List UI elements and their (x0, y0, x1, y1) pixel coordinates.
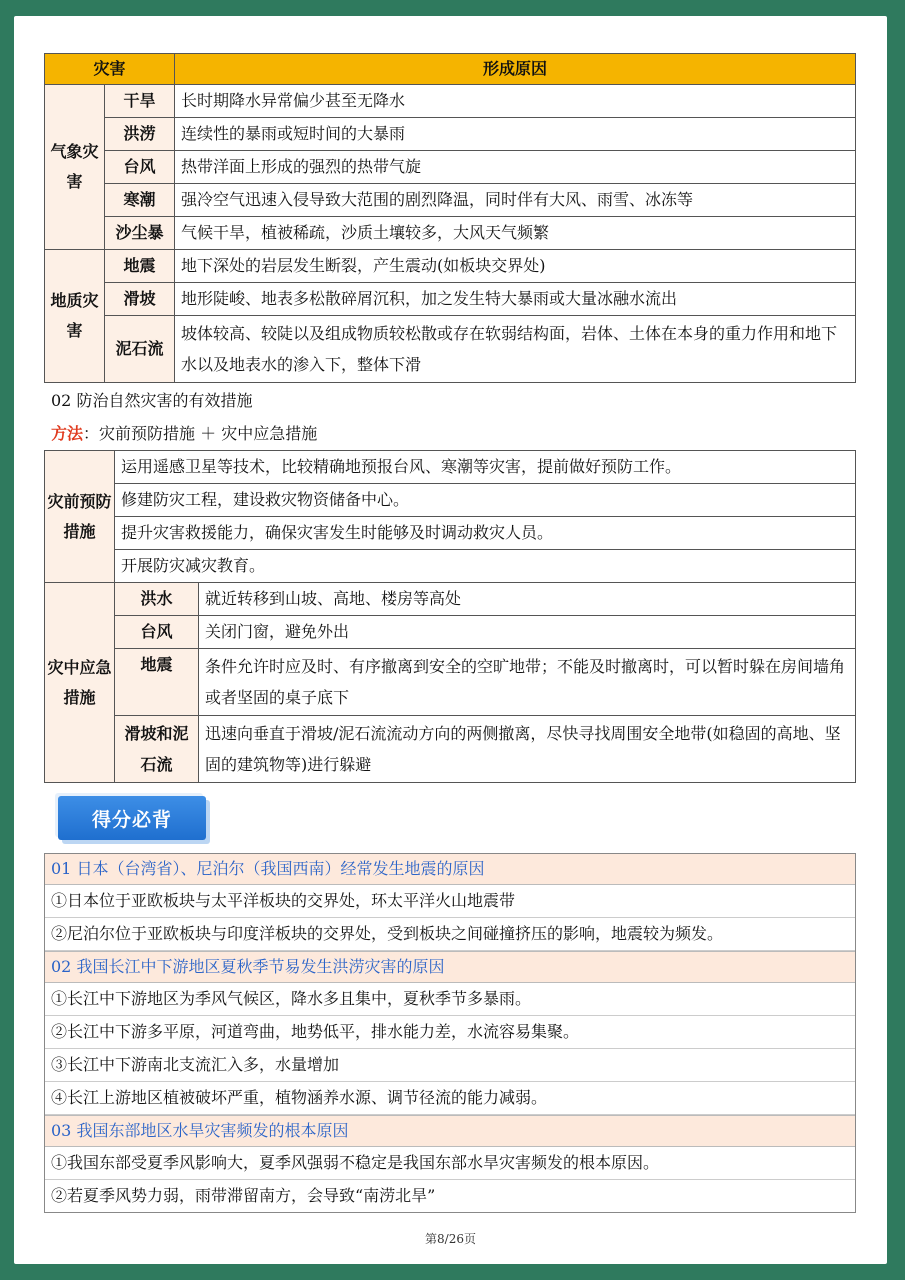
key-points-box (44, 853, 856, 1213)
answer-line: ③长江中下游南北支流汇入多，水量增加 (45, 1049, 855, 1082)
disaster-name: 洪涝 (105, 118, 175, 151)
section-badge: 得分必背 (58, 796, 206, 840)
answer-line: ①日本位于亚欧板块与太平洋板块的交界处，环太平洋火山地震带 (45, 885, 855, 918)
table-row (45, 283, 856, 316)
disaster-desc: 坡体较高、较陡以及组成物质较松散或存在软弱结构面，岩体、土体在本身的重力作用和地下水以及地表水的渗入下，整体下滑 (175, 316, 856, 383)
table-header-row (45, 54, 856, 85)
table-row (45, 151, 856, 184)
measures-table (44, 450, 856, 783)
disaster-desc: 地形陡峻、地表多松散碎屑沉积，加之发生特大暴雨或大量冰融水流出 (175, 283, 856, 316)
disaster-name: 地震 (115, 649, 199, 716)
measure-item: 开展防灾减灾教育。 (115, 550, 856, 583)
table-row (45, 85, 856, 118)
measure-item: 运用遥感卫星等技术，比较精确地预报台风、寒潮等灾害，提前做好预防工作。 (115, 451, 856, 484)
disaster-desc: 长时期降水异常偏少甚至无降水 (175, 85, 856, 118)
table-row (45, 550, 856, 583)
method-label: 方法 (51, 424, 84, 443)
measure-item: 提升灾害救援能力，确保灾害发生时能够及时调动救灾人员。 (115, 517, 856, 550)
answer-line: ②长江中下游多平原，河道弯曲，地势低平，排水能力差，水流容易集聚。 (45, 1016, 855, 1049)
table-row (45, 484, 856, 517)
table-row (45, 184, 856, 217)
table-row (45, 716, 856, 783)
measure-desc: 条件允许时应及时、有序撤离到安全的空旷地带；不能及时撤离时，可以暂时躲在房间墙角或者坚固的桌子底下 (199, 649, 856, 716)
answer-line: ④长江上游地区植被破坏严重，植物涵养水源、调节径流的能力减弱。 (45, 1082, 855, 1115)
table-row (45, 649, 856, 716)
table-row (45, 583, 856, 616)
method-text: ：灾前预防措施 ＋ 灾中应急措施 (83, 424, 318, 443)
table-row (45, 250, 856, 283)
measure-desc: 就近转移到山坡、高地、楼房等高处 (199, 583, 856, 616)
question-title: 03 我国东部地区水旱灾害频发的根本原因 (45, 1115, 855, 1147)
disaster-name: 地震 (105, 250, 175, 283)
disaster-name: 台风 (115, 616, 199, 649)
measure-desc: 关闭门窗，避免外出 (199, 616, 856, 649)
disaster-desc: 地下深处的岩层发生断裂，产生震动(如板块交界处) (175, 250, 856, 283)
disaster-desc: 强冷空气迅速入侵导致大范围的剧烈降温，同时伴有大风、雨雪、冰冻等 (175, 184, 856, 217)
table-row (45, 517, 856, 550)
page-number: 第8/26页 (425, 1232, 476, 1246)
disaster-desc: 气候干旱，植被稀疏，沙质土壤较多，大风天气频繁 (175, 217, 856, 250)
answer-line: ①我国东部受夏季风影响大，夏季风强弱不稳定是我国东部水旱灾害频发的根本原因。 (45, 1147, 855, 1180)
answer-line: ②尼泊尔位于亚欧板块与印度洋板块的交界处，受到板块之间碰撞挤压的影响，地震较为频发。 (45, 918, 855, 951)
table-row (45, 217, 856, 250)
category-cell: 地质灾害 (45, 250, 105, 383)
disaster-causes-table (44, 53, 856, 383)
disaster-name: 沙尘暴 (105, 217, 175, 250)
disaster-name: 寒潮 (105, 184, 175, 217)
question-title: 01 日本（台湾省）、尼泊尔（我国西南）经常发生地震的原因 (45, 854, 855, 885)
category-cell: 灾中应急措施 (45, 583, 115, 783)
measure-desc: 迅速向垂直于滑坡/泥石流流动方向的两侧撤离，尽快寻找周围安全地带(如稳固的高地、坚固的建筑物等)进行躲避 (199, 716, 856, 783)
question-title: 02 我国长江中下游地区夏秋季节易发生洪涝灾害的原因 (45, 951, 855, 983)
disaster-name: 洪水 (115, 583, 199, 616)
disaster-name: 滑坡和泥石流 (115, 716, 199, 783)
document-page (14, 16, 887, 1264)
category-cell: 气象灾害 (45, 85, 105, 250)
table-row (45, 616, 856, 649)
section-title: 02 防治自然灾害的有效措施 (51, 391, 253, 410)
disaster-name: 泥石流 (105, 316, 175, 383)
table-row (45, 118, 856, 151)
table-row (45, 316, 856, 383)
header-disaster: 灾害 (45, 54, 175, 85)
category-cell: 灾前预防措施 (45, 451, 115, 583)
answer-line: ②若夏季风势力弱，雨带滞留南方，会导致“南涝北旱” (51, 1186, 436, 1205)
measure-item: 修建防灾工程，建设救灾物资储备中心。 (115, 484, 856, 517)
disaster-name: 干旱 (105, 85, 175, 118)
disaster-desc: 热带洋面上形成的强烈的热带气旋 (175, 151, 856, 184)
disaster-name: 滑坡 (105, 283, 175, 316)
method-line (51, 421, 317, 447)
header-cause: 形成原因 (175, 54, 856, 85)
answer-line: ①长江中下游地区为季风气候区，降水多且集中，夏秋季节多暴雨。 (45, 983, 855, 1016)
table-row (45, 451, 856, 484)
disaster-name: 台风 (105, 151, 175, 184)
disaster-desc: 连续性的暴雨或短时间的大暴雨 (175, 118, 856, 151)
